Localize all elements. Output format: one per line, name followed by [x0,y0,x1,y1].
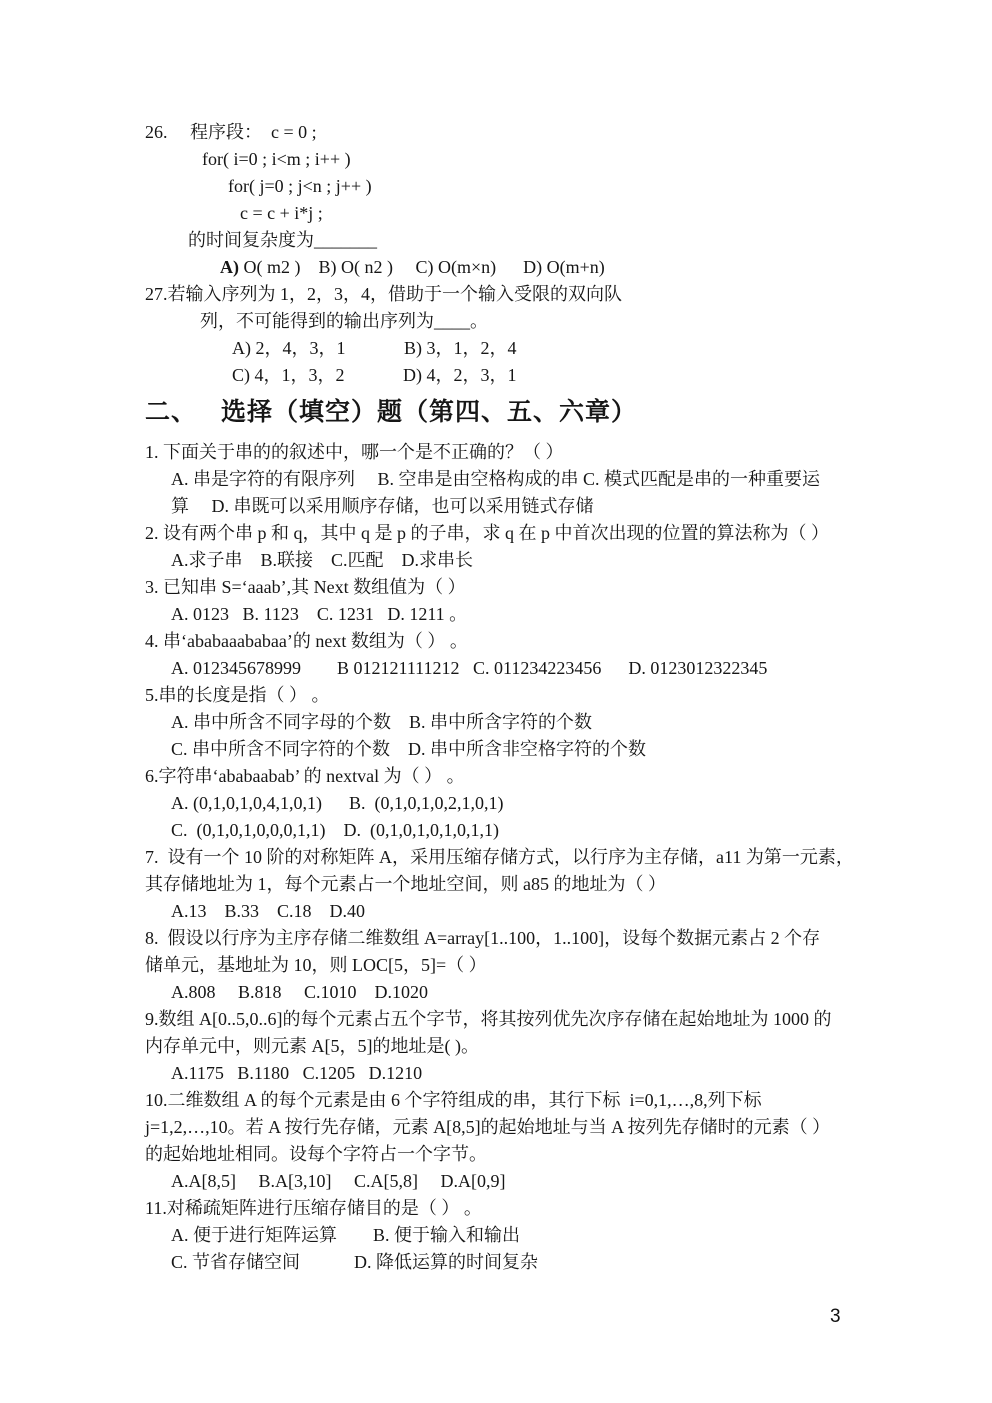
section-heading-index: 二、 [145,398,198,426]
q1-options-row-1: A. 串是字符的有限序列 B. 空串是由空格构成的串 C. 模式匹配是串的一种重要运 [171,469,821,489]
q7-options-row: A.13 B.33 C.18 D.40 [171,901,366,921]
q10-stem-line-2: j=1,2,…,10。若 A 按行先存储，元素 A[8,5]的起始地址与当 A 按列先存储时的元素（ ） [145,1117,831,1137]
q7-stem-line-2: 其存储地址为 1，每个元素占一个地址空间，则 a85 的地址为（ ） [145,874,666,894]
q5-options-row-cd: C. 串中所含不同字符的个数 D. 串中所含非空格字符的个数 [171,739,647,759]
q27-options-row-cd: C) 4，1，3，2 D) 4，2，3，1 [232,365,517,385]
q26-code-outer-for: for( i=0 ; i<m ; i++ ) [202,149,351,169]
q5-options-row-ab: A. 串中所含不同字母的个数 B. 串中所含字符的个数 [171,712,593,732]
q26-options-rest: O( m2 ) B) O( n2 ) C) O(m×n) D) O(m+n) [239,257,605,277]
q3-options-row: A. 0123 B. 1123 C. 1231 D. 1211 。 [171,604,468,624]
section-heading [145,395,905,429]
q8-options-row: A.808 B.818 C.1010 D.1020 [171,982,429,1002]
q1-options-row-2: 算 D. 串既可以采用顺序存储，也可以采用链式存储 [171,496,594,516]
q26-code-inner-for: for( j=0 ; j<n ; j++ ) [228,176,372,196]
q4-options-row: A. 012345678999 B 012121111212 C. 011234223456 D. 0123012322345 [171,658,768,678]
page-number: 3 [830,1306,841,1327]
q8-stem-line-1: 8. 假设以行序为主序存储二维数组 A=array[1..100，1..100]，设每个数据元素占 2 个存 [145,928,821,948]
q10-stem-line-1: 10.二维数组 A 的每个元素是由 6 个字符组成的串，其行下标 i=0,1,…,8,列下标 [145,1090,762,1110]
q9-stem-line-1: 9.数组 A[0..5,0..6]的每个元素占五个字节，将其按列优先次序存储在起始地址为 1000 的 [145,1009,832,1029]
q27-stem-line-1: 27.若输入序列为 1，2，3，4，借助于一个输入受限的双向队 [145,284,622,304]
q2-stem-line: 2. 设有两个串 p 和 q，其中 q 是 p 的子串，求 q 在 p 中首次出现的位置的算法称为（ ） [145,523,829,543]
q26-stem-line: 26. 程序段： c = 0 ; [145,122,317,142]
q7-stem-line-1: 7. 设有一个 10 阶的对称矩阵 A，采用压缩存储方式，以行序为主存储，a11 为第一元素， [145,847,854,867]
q9-options-row: A.1175 B.1180 C.1205 D.1210 [171,1063,423,1083]
q27-options-row-ab: A) 2，4，3，1 B) 3，1，2，4 [232,338,517,358]
q1-stem-line: 1. 下面关于串的的叙述中，哪一个是不正确的？（ ） [145,442,564,462]
q8-stem-line-2: 储单元，基地址为 10，则 LOC[5，5]=（ ） [145,955,487,975]
q2-options-row: A.求子串 B.联接 C.匹配 D.求串长 [171,550,474,570]
q11-stem-line: 11.对稀疏矩阵进行压缩存储目的是（ ） 。 [145,1198,482,1218]
section-heading-title: 选择（填空）题（第四、五、六章） [221,398,638,426]
q11-options-row-cd: C. 节省存储空间 D. 降低运算的时间复杂 [171,1252,539,1272]
q4-stem-line: 4. 串‘ababaaababaa’的 next 数组为（ ） 。 [145,631,468,651]
q6-options-row-ab: A. (0,1,0,1,0,4,1,0,1) B. (0,1,0,1,0,2,1,0,1) [171,793,504,813]
q3-stem-line: 3. 已知串 S=‘aaab’,其 Next 数组值为（ ） [145,577,466,597]
q6-options-row-cd: C. (0,1,0,1,0,0,0,1,1) D. (0,1,0,1,0,1,0,1,1) [171,820,499,840]
q26-option-a-label: A) [220,257,239,277]
q10-stem-line-3: 的起始地址相同。设每个字符占一个字节。 [145,1144,487,1164]
q26-code-body: c = c + i*j ; [240,203,323,223]
q11-options-row-ab: A. 便于进行矩阵运算 B. 便于输入和输出 [171,1225,521,1245]
q9-stem-line-2: 内存单元中，则元素 A[5，5]的地址是( )。 [145,1036,479,1056]
q27-stem-line-2: 列，不可能得到的输出序列为____。 [200,311,488,331]
q26-stem-tail: 的时间复杂度为_______ [188,230,377,250]
exam-page-body [145,119,905,1276]
q6-stem-line: 6.字符串‘ababaabab’ 的 nextval 为（ ） 。 [145,766,465,786]
q5-stem-line: 5.串的长度是指（ ） 。 [145,685,330,705]
q26-options-row [145,254,905,281]
q10-options-row: A.A[8,5] B.A[3,10] C.A[5,8] D.A[0,9] [171,1171,506,1191]
